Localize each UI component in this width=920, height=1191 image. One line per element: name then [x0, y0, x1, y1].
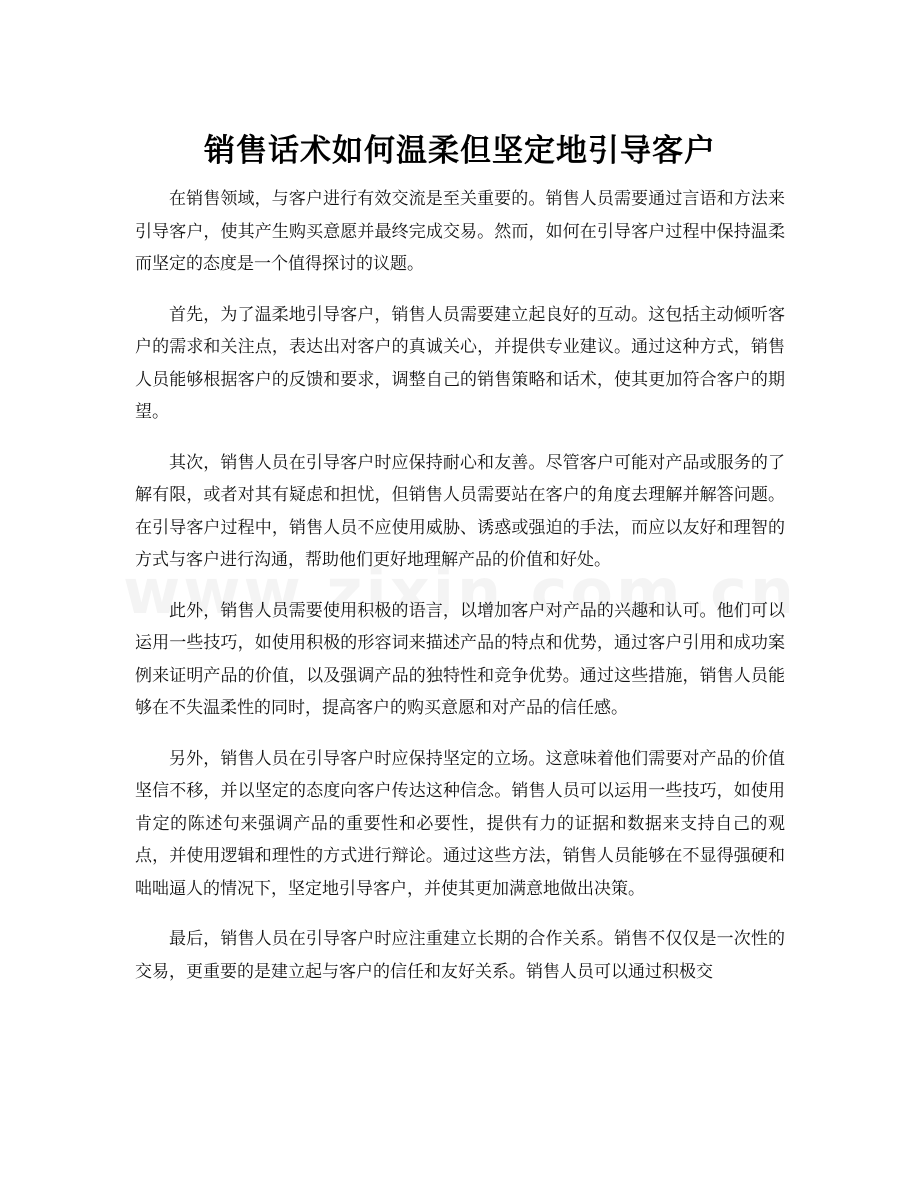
paragraph: 其次，销售人员在引导客户时应保持耐心和友善。尽管客户可能对产品或服务的了解有限，或者对其有疑虑和担忧，但销售人员需要站在客户的角度去理解并解答问题。在引导客户过程中，销售人员不应使用威胁、诱惑或强迫的手法，而应以友好和理智的方式与客户进行沟通，帮助他们更好地理解产品的价值和好处。 [135, 452, 785, 570]
paragraph: 在销售领域，与客户进行有效交流是至关重要的。销售人员需要通过言语和方法来引导客户，使其产生购买意愿并最终完成交易。然而，如何在引导客户过程中保持温柔而坚定的态度是一个值得探讨的议题。 [135, 189, 785, 274]
paragraph: 另外，销售人员在引导客户时应保持坚定的立场。这意味着他们需要对产品的价值坚信不移，并以坚定的态度向客户传达这种信念。销售人员可以运用一些技巧，如使用肯定的陈述句来强调产品的重要性和必要性，提供有力的证据和数据来支持自己的观点，并使用逻辑和理性的方式进行辩论。通过这些方法，销售人员能够在不显得强硬和咄咄逼人的情况下，坚定地引导客户，并使其更加满意地做出决策。 [135, 748, 785, 899]
page-title: 销售话术如何温柔但坚定地引导客户 [204, 132, 716, 169]
document-body [135, 183, 785, 1006]
paragraph: 此外，销售人员需要使用积极的语言，以增加客户对产品的兴趣和认可。他们可以运用一些技巧，如使用积极的形容词来描述产品的特点和优势，通过客户引用和成功案例来证明产品的价值，以及强调产品的独特性和竞争优势。通过这些措施，销售人员能够在不失温柔性的同时，提高客户的购买意愿和对产品的信任感。 [135, 600, 785, 718]
paragraph: 最后，销售人员在引导客户时应注重建立长期的合作关系。销售不仅仅是一次性的交易，更重要的是建立起与客户的信任和友好关系。销售人员可以通过积极交 [135, 929, 785, 982]
paragraph: 首先，为了温柔地引导客户，销售人员需要建立起良好的互动。这包括主动倾听客户的需求和关注点，表达出对客户的真诚关心，并提供专业建议。通过这种方式，销售人员能够根据客户的反馈和要求，调整自己的销售策略和话术，使其更加符合客户的期望。 [135, 304, 785, 422]
